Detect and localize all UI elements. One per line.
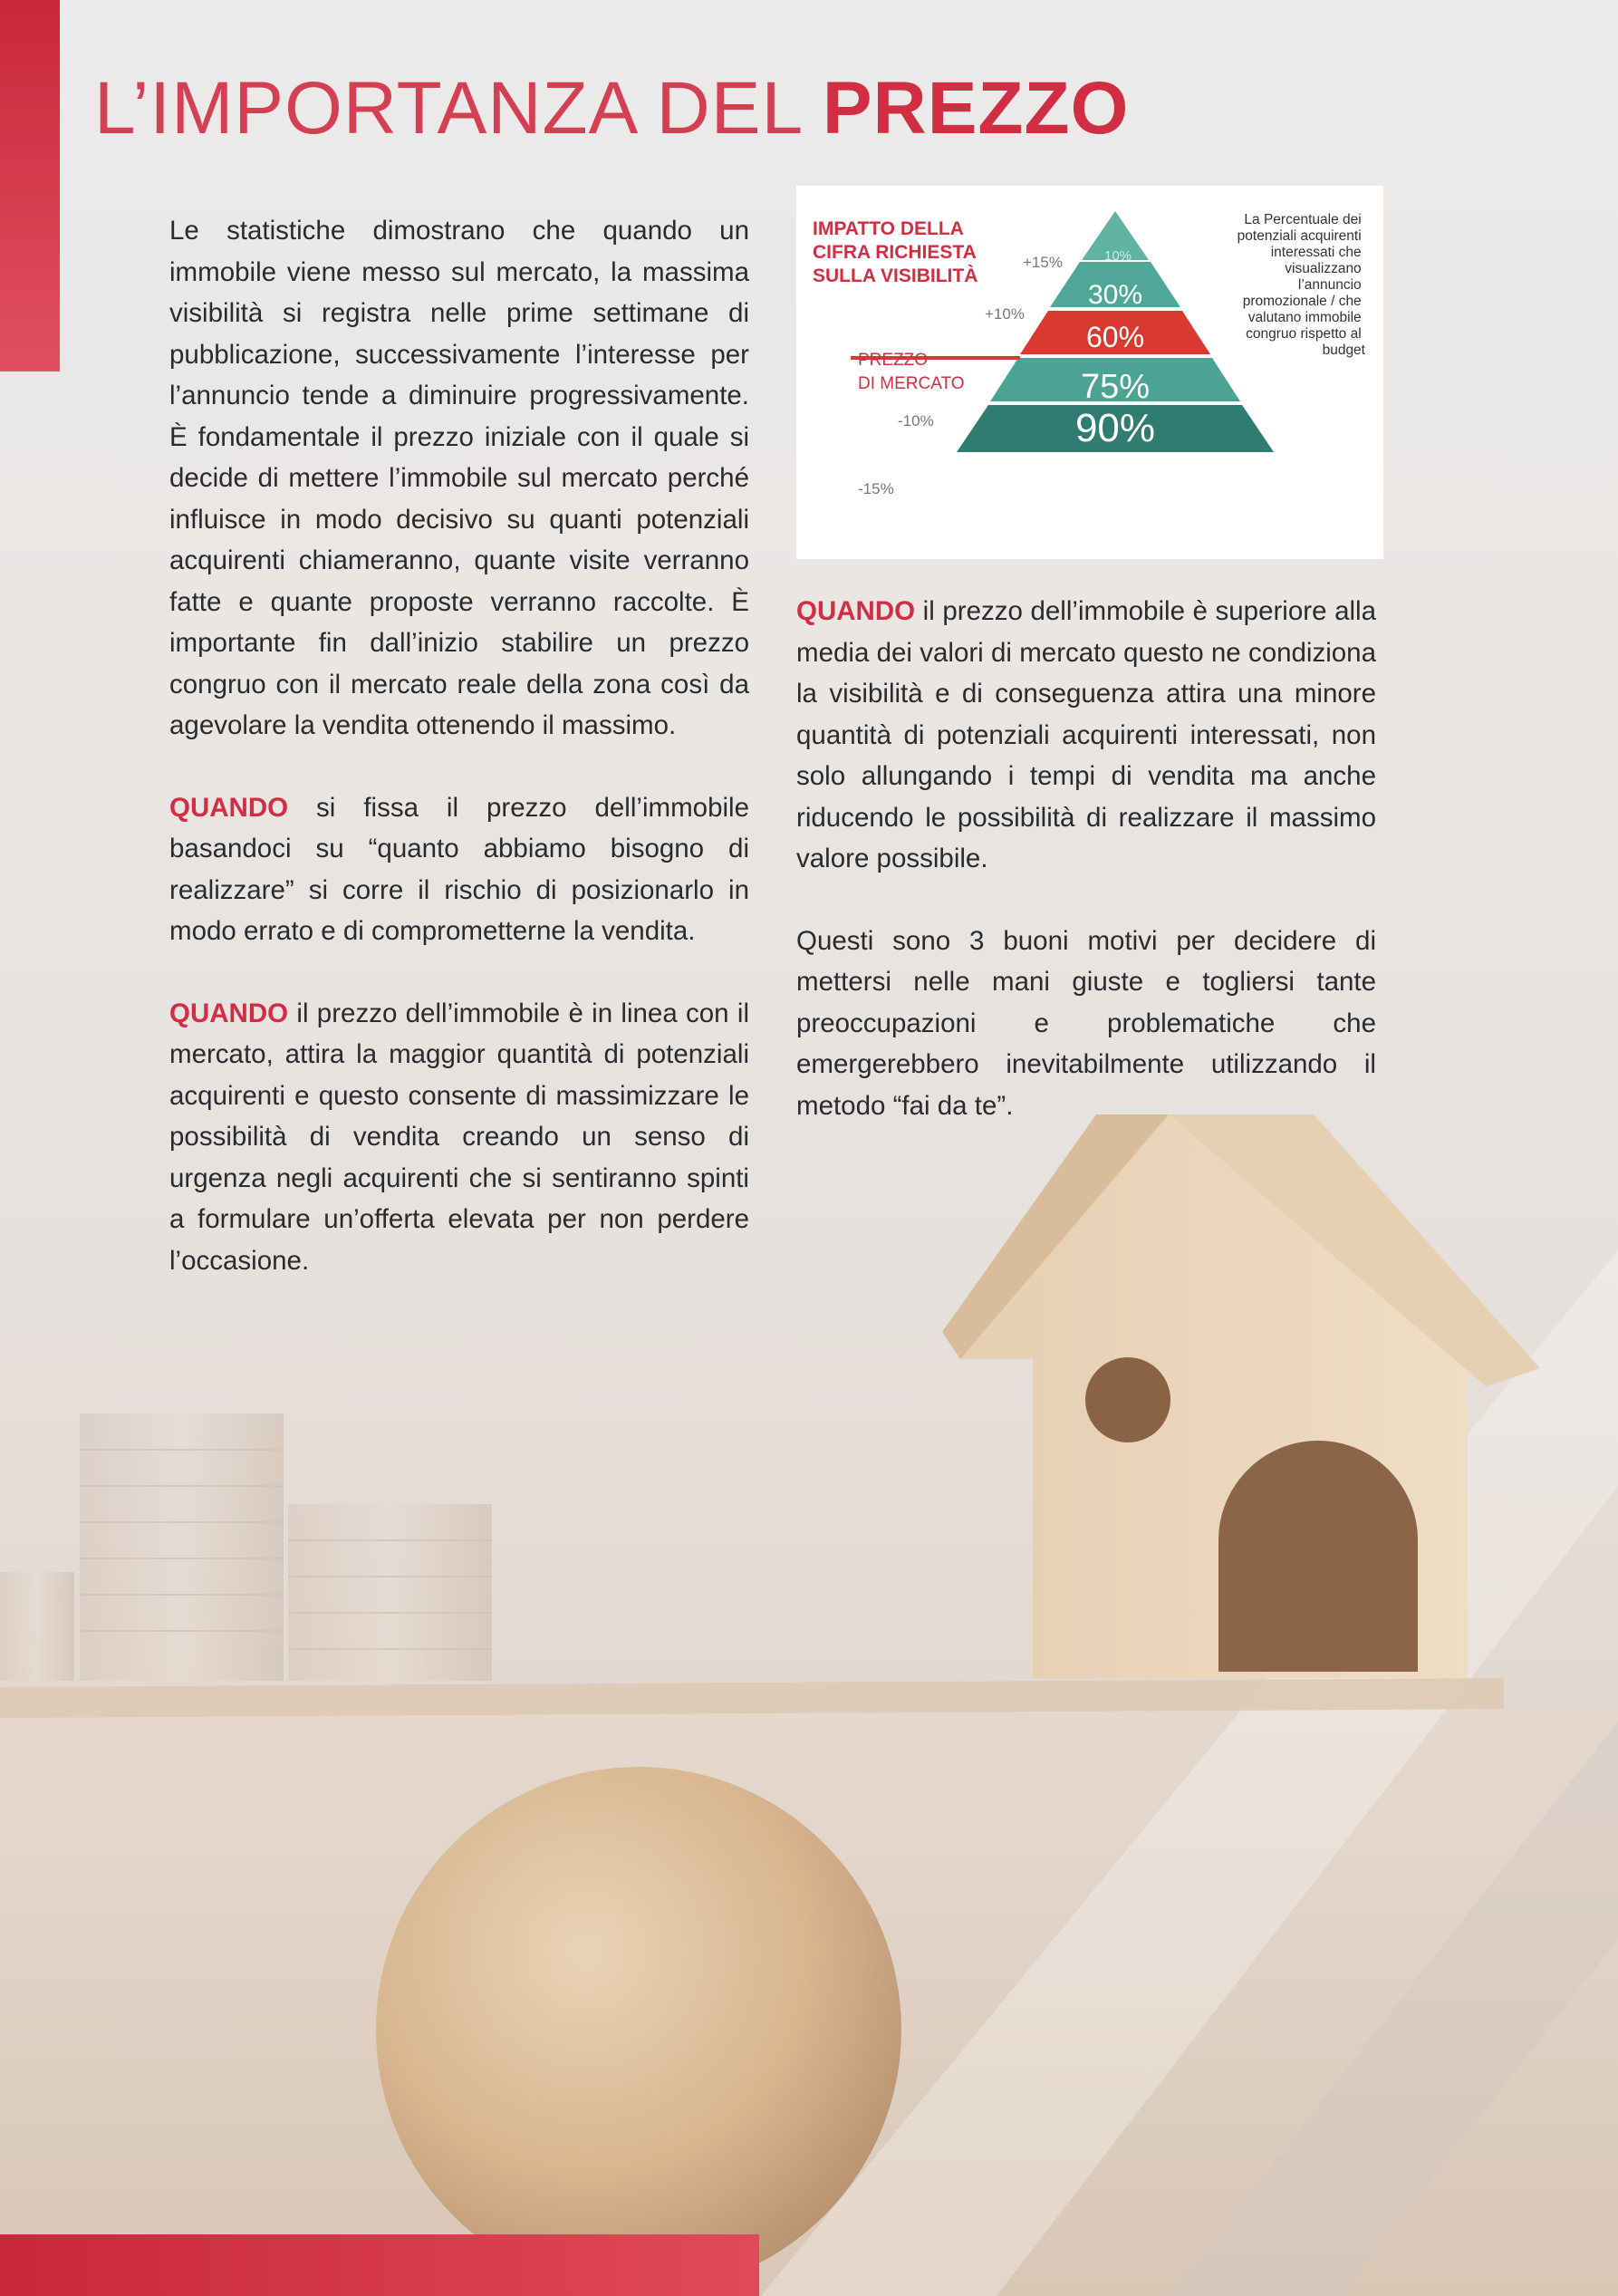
infographic-note: La Percentuale dei potenziali acquirenti interessati che visualizzano l’annuncio promozionale / che valutano immobile congruo rispetto al budget bbox=[1237, 212, 1365, 358]
delta-plus10: +10% bbox=[985, 305, 1025, 323]
tier-3-value: 60% bbox=[1085, 321, 1145, 353]
title-part-1: L’IMPORTANZA DEL bbox=[94, 67, 823, 150]
heading-line: CIFRA RICHIESTA bbox=[813, 242, 977, 263]
heading-line: IMPATTO DELLA bbox=[813, 218, 964, 239]
right-column bbox=[796, 591, 1376, 1167]
keyword: QUANDO bbox=[169, 998, 289, 1028]
pyramid-infographic bbox=[796, 186, 1383, 559]
tier-5-value: 90% bbox=[1074, 406, 1156, 450]
keyword: QUANDO bbox=[169, 792, 289, 823]
delta-minus15: -15% bbox=[858, 480, 894, 497]
infographic-heading bbox=[813, 218, 981, 286]
paragraph-text: si fissa il prezzo dell’immobile basandoci su “quanto abbiamo bisogno di realizzare” si corre il rischio di posizionarlo in modo errato e di comprometterne la vendita. bbox=[169, 792, 749, 946]
left-accent-bar bbox=[0, 0, 60, 371]
paragraph-text: il prezzo dell’immobile è superiore alla media dei valori di mercato questo ne condiziona la visibilità e di conseguenza attira una minore quantità di potenziali acquirenti interessati, non solo allungando i tempi di vendita ma anche riducendo le possibilità di realizzare il massimo valore possibile. bbox=[796, 596, 1376, 873]
paragraph: Le statistiche dimostrano che quando un immobile viene messo sul mercato, la massima visibilità si registra nelle prime settimane di pubblicazione, successivamente l’interesse per l’annuncio tende a diminuire progressivamente. È fondamentale il prezzo iniziale con il quale si decide di mettere l’immobile sul mercato perché influisce in modo decisivo su quanti potenziali acquirenti chiameranno, quante visite verranno fatte e quante proposte verranno raccolte. È importante fin dall’inizio stabilire un prezzo congruo con il mercato reale della zona così da agevolare la vendita ottenendo il massimo. bbox=[169, 216, 749, 740]
paragraph bbox=[796, 591, 1376, 880]
market-label-line: DI MERCATO bbox=[858, 374, 965, 393]
title-part-2: PREZZO bbox=[822, 67, 1130, 150]
delta-plus15: +15% bbox=[1023, 254, 1063, 271]
page-title bbox=[94, 63, 1129, 154]
paragraph-text: il prezzo dell’immobile è in linea con il mercato, attira la maggior quantità di potenziali acquirenti e questo consente di massimizzare le possibilità di vendita creando un senso di urgenza negli acquirenti che si sentiranno spinti a formulare un’offerta elevata per non perdere l’occasione. bbox=[169, 998, 749, 1276]
keyword: QUANDO bbox=[796, 596, 916, 626]
bottom-accent-bar bbox=[0, 2234, 759, 2296]
tier-2-value: 30% bbox=[1087, 280, 1143, 310]
paragraph bbox=[169, 993, 749, 1282]
heading-line: SULLA VISIBILITÀ bbox=[813, 265, 978, 286]
tier-1-value: 10% bbox=[1104, 248, 1132, 264]
delta-minus10: -10% bbox=[898, 412, 934, 429]
paragraph bbox=[169, 787, 749, 952]
left-column bbox=[169, 210, 749, 1322]
paragraph: Questi sono 3 buoni motivi per decidere di mettersi nelle mani giuste e togliersi tante preoccupazioni e problematiche che emergerebbero inevitabilmente utilizzando il metodo “fai da te”. bbox=[796, 925, 1376, 1121]
market-label-line: PREZZO bbox=[858, 351, 929, 370]
tier-4-value: 75% bbox=[1080, 368, 1151, 406]
